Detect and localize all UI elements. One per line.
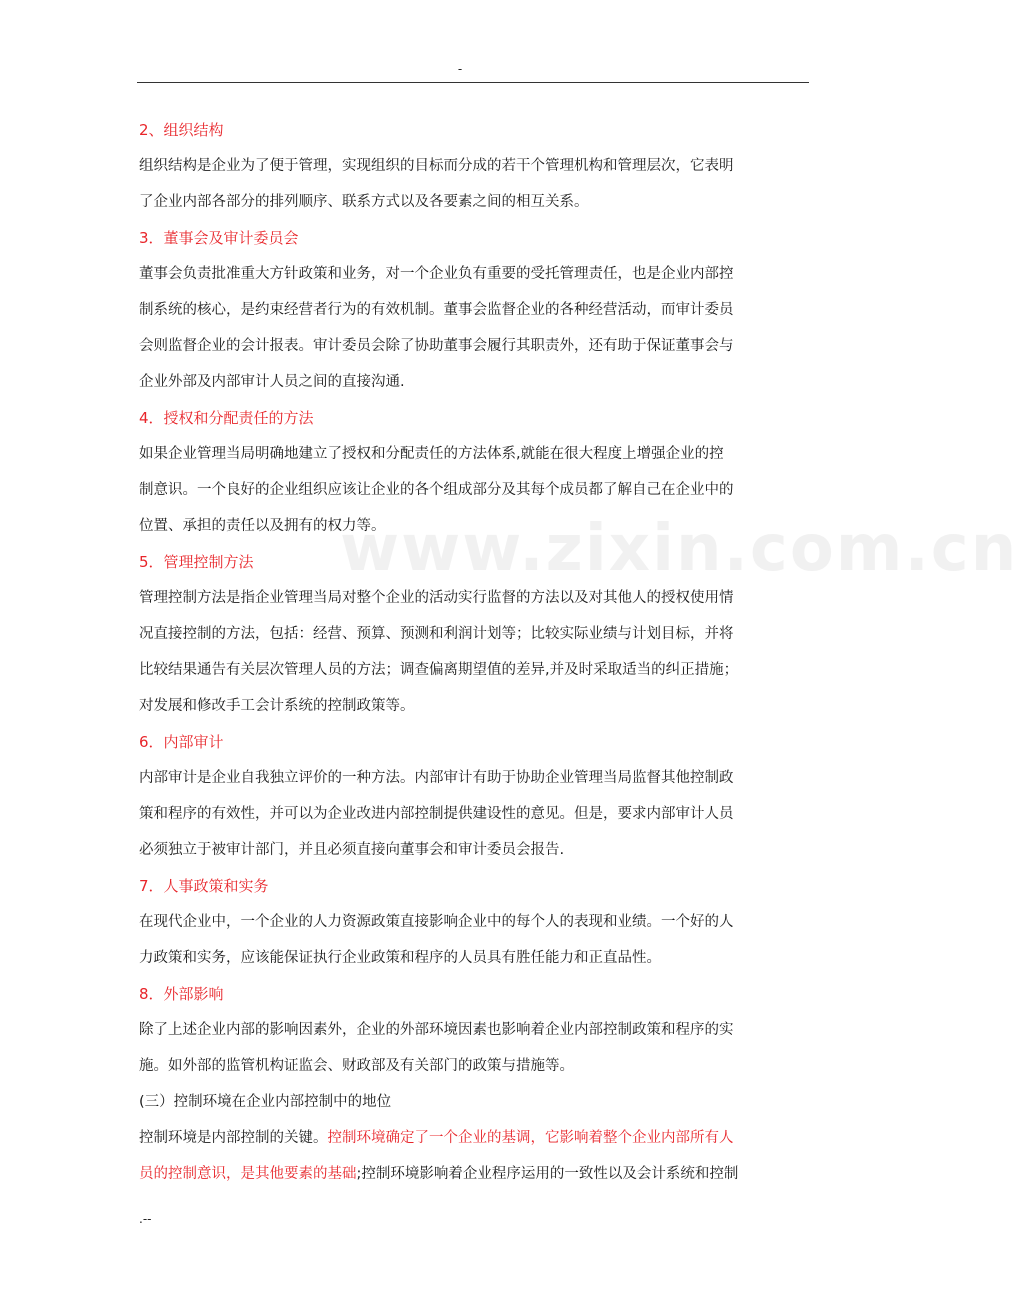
paragraph-line: 况直接控制的方法，包括：经营、预算、预测和利润计划等；比较实际业绩与计划目标，并将	[139, 626, 734, 642]
section-heading: 4．授权和分配责任的方法	[139, 409, 314, 427]
header-rule	[137, 82, 809, 83]
paragraph-line: 除了上述企业内部的影响因素外，企业的外部环境因素也影响着企业内部控制政策和程序的实	[139, 1022, 734, 1038]
section-paragraph	[139, 256, 811, 400]
paragraph-line: 比较结果通告有关层次管理人员的方法；调查偏离期望值的差异,并及时采取适当的纠正措施；	[139, 662, 739, 678]
section-paragraph	[139, 1012, 811, 1084]
section-paragraph	[139, 760, 811, 868]
highlighted-text: 员的控制意识，是其他要素的基础	[139, 1166, 357, 1182]
plain-text: 控制环境是内部控制的关键。	[139, 1130, 328, 1146]
paragraph-line: 管理控制方法是指企业管理当局对整个企业的活动实行监督的方法以及对其他人的授权使用情	[139, 590, 734, 606]
paragraph-line: 对发展和修改手工会计系统的控制政策等。	[139, 698, 415, 714]
section-heading: 3．董事会及审计委员会	[139, 229, 299, 247]
paragraph-line: 企业外部及内部审计人员之间的直接沟通.	[139, 374, 405, 390]
document-body	[139, 112, 811, 1192]
highlighted-text: 控制环境确定了一个企业的基调，它影响着整个企业内部所有人	[327, 1130, 734, 1146]
plain-text: ;控制环境影响着企业程序运用的一致性以及会计系统和控制	[356, 1166, 739, 1182]
paragraph-line: 策和程序的有效性，并可以为企业改进内部控制提供建设性的意见。但是，要求内部审计人员	[139, 806, 734, 822]
section-heading: 8．外部影响	[139, 985, 224, 1003]
section-paragraph	[139, 580, 811, 724]
section-paragraph	[139, 148, 811, 220]
paragraph-line: 位置、承担的责任以及拥有的权力等。	[139, 518, 386, 534]
paragraph-line: 组织结构是企业为了便于管理，实现组织的目标而分成的若干个管理机构和管理层次，它表明	[139, 158, 734, 174]
footer-mark: .--	[139, 1212, 152, 1226]
paragraph-line	[139, 1156, 811, 1192]
paragraph-line: 在现代企业中，一个企业的人力资源政策直接影响企业中的每个人的表现和业绩。一个好的人	[139, 914, 734, 930]
paragraph-line: 会则监督企业的会计报表。审计委员会除了协助董事会履行其职责外，还有助于保证董事会与	[139, 338, 734, 354]
section-paragraph	[139, 436, 811, 544]
header-mark: -	[457, 62, 463, 76]
section-heading: 7．人事政策和实务	[139, 877, 269, 895]
paragraph-line: 了企业内部各部分的排列顺序、联系方式以及各要素之间的相互关系。	[139, 194, 589, 210]
section-heading: 2、组织结构	[139, 121, 224, 139]
section-heading: 6．内部审计	[139, 733, 224, 751]
paragraph-line: 董事会负责批准重大方针政策和业务，对一个企业负有重要的受托管理责任，也是企业内部控	[139, 266, 734, 282]
paragraph-line: 制意识。一个良好的企业组织应该让企业的各个组成部分及其每个成员都了解自己在企业中的	[139, 482, 734, 498]
paragraph-line: 必须独立于被审计部门，并且必须直接向董事会和审计委员会报告.	[139, 842, 565, 858]
paragraph-line: 施。如外部的监管机构证监会、财政部及有关部门的政策与措施等。	[139, 1058, 574, 1074]
section-heading: 5．管理控制方法	[139, 553, 254, 571]
paragraph-line	[139, 1120, 811, 1156]
subsection-heading: (三）控制环境在企业内部控制中的地位	[139, 1094, 392, 1110]
paragraph-line: 制系统的核心，是约束经营者行为的有效机制。董事会监督企业的各种经营活动，而审计委员	[139, 302, 734, 318]
paragraph-line: 内部审计是企业自我独立评价的一种方法。内部审计有助于协助企业管理当局监督其他控制政	[139, 770, 734, 786]
paragraph-line: 如果企业管理当局明确地建立了授权和分配责任的方法体系,就能在很大程度上增强企业的控	[139, 446, 724, 462]
watermark: www.zixin.com.cn	[340, 512, 1018, 586]
section-paragraph	[139, 904, 811, 976]
subsection-paragraph	[139, 1120, 811, 1192]
paragraph-line: 力政策和实务，应该能保证执行企业政策和程序的人员具有胜任能力和正直品性。	[139, 950, 661, 966]
